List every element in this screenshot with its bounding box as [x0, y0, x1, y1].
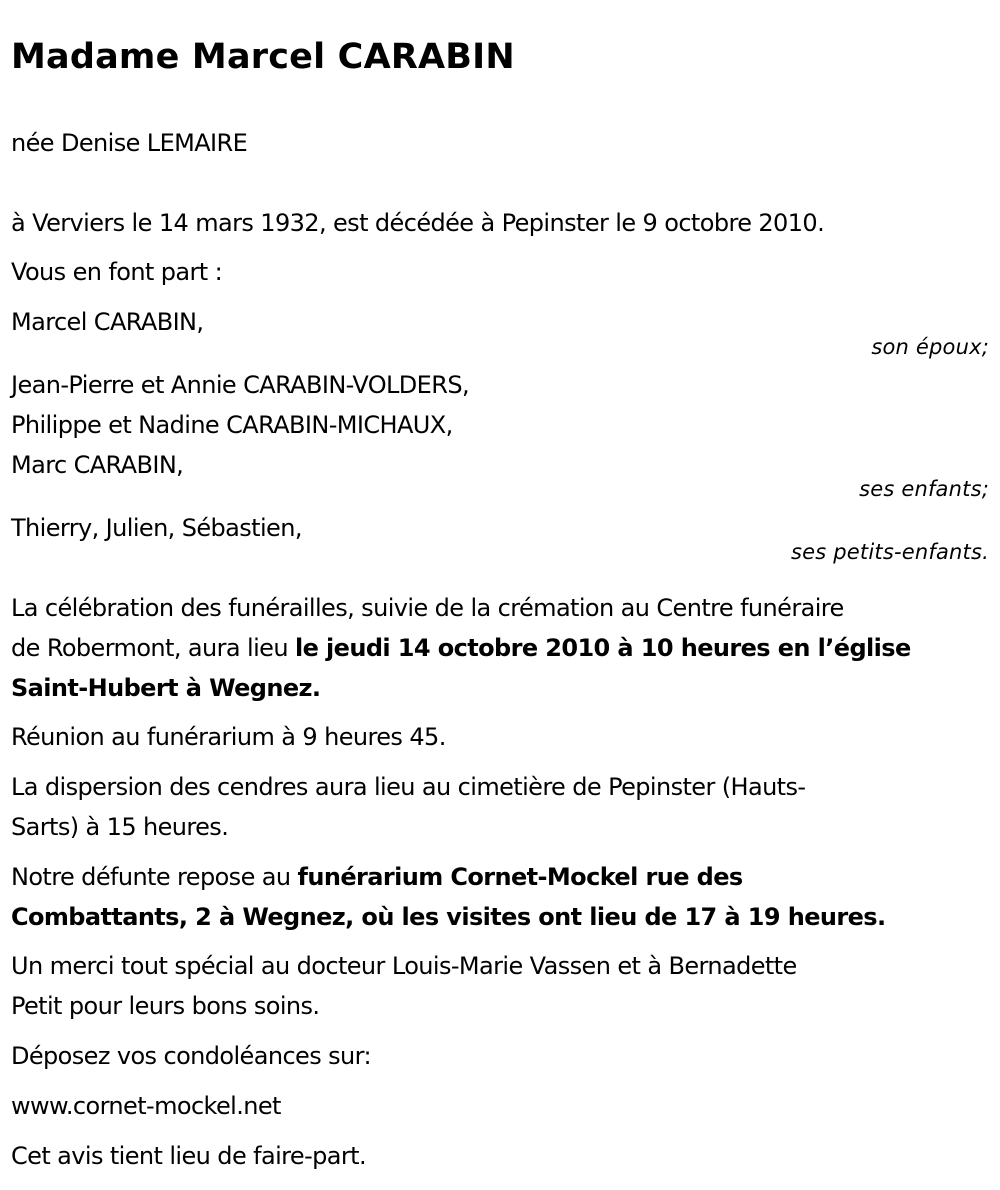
- reunion-line: Réunion au funérarium à 9 heures 45.: [11, 723, 446, 751]
- children-role: ses enfants;: [859, 477, 989, 501]
- maiden-name: née Denise LEMAIRE: [11, 129, 248, 157]
- dispersion-line-2: Sarts) à 15 heures.: [11, 813, 229, 841]
- birth-death-line: à Verviers le 14 mars 1932, est décédée à Pepinster le 9 octobre 2010.: [11, 209, 825, 237]
- grandchildren-names: Thierry, Julien, Sébastien,: [11, 514, 302, 542]
- funeral-church-bold: Saint-Hubert à Wegnez.: [11, 674, 321, 702]
- thanks-line-1: Un merci tout spécial au docteur Louis-Marie Vassen et à Bernadette: [11, 952, 797, 980]
- repose-line-1: [11, 862, 743, 892]
- funeral-line-2-plain: de Robermont, aura lieu: [11, 634, 295, 662]
- repose-location-bold: funérarium Cornet-Mockel rue des: [297, 863, 743, 891]
- spouse-role: son époux;: [871, 335, 989, 359]
- notice-title: Madame Marcel CARABIN: [11, 37, 515, 77]
- condolences-label: Déposez vos condoléances sur:: [11, 1042, 371, 1070]
- dispersion-line-1: La dispersion des cendres aura lieu au cimetière de Pepinster (Hauts-: [11, 773, 806, 801]
- child-name: Jean-Pierre et Annie CARABIN-VOLDERS,: [11, 371, 469, 399]
- repose-line-1-plain: Notre défunte repose au: [11, 863, 298, 891]
- funeral-line-3: [11, 673, 320, 703]
- child-name: Marc CARABIN,: [11, 451, 184, 479]
- closing-line: Cet avis tient lieu de faire-part.: [11, 1142, 366, 1170]
- funeral-line-2: [11, 633, 911, 663]
- child-name: Philippe et Nadine CARABIN-MICHAUX,: [11, 411, 453, 439]
- repose-visits-bold: Combattants, 2 à Wegnez, où les visites ont lieu de 17 à 19 heures.: [11, 903, 886, 931]
- spouse-name: Marcel CARABIN,: [11, 308, 204, 336]
- website-link[interactable]: www.cornet-mockel.net: [11, 1092, 281, 1120]
- thanks-line-2: Petit pour leurs bons soins.: [11, 992, 320, 1020]
- intro-line: Vous en font part :: [11, 258, 223, 286]
- repose-line-2: [11, 902, 885, 932]
- grandchildren-role: ses petits-enfants.: [791, 540, 989, 564]
- funeral-datetime-bold: le jeudi 14 octobre 2010 à 10 heures en l’église: [294, 634, 911, 662]
- funeral-line-1: La célébration des funérailles, suivie de la crémation au Centre funéraire: [11, 594, 844, 622]
